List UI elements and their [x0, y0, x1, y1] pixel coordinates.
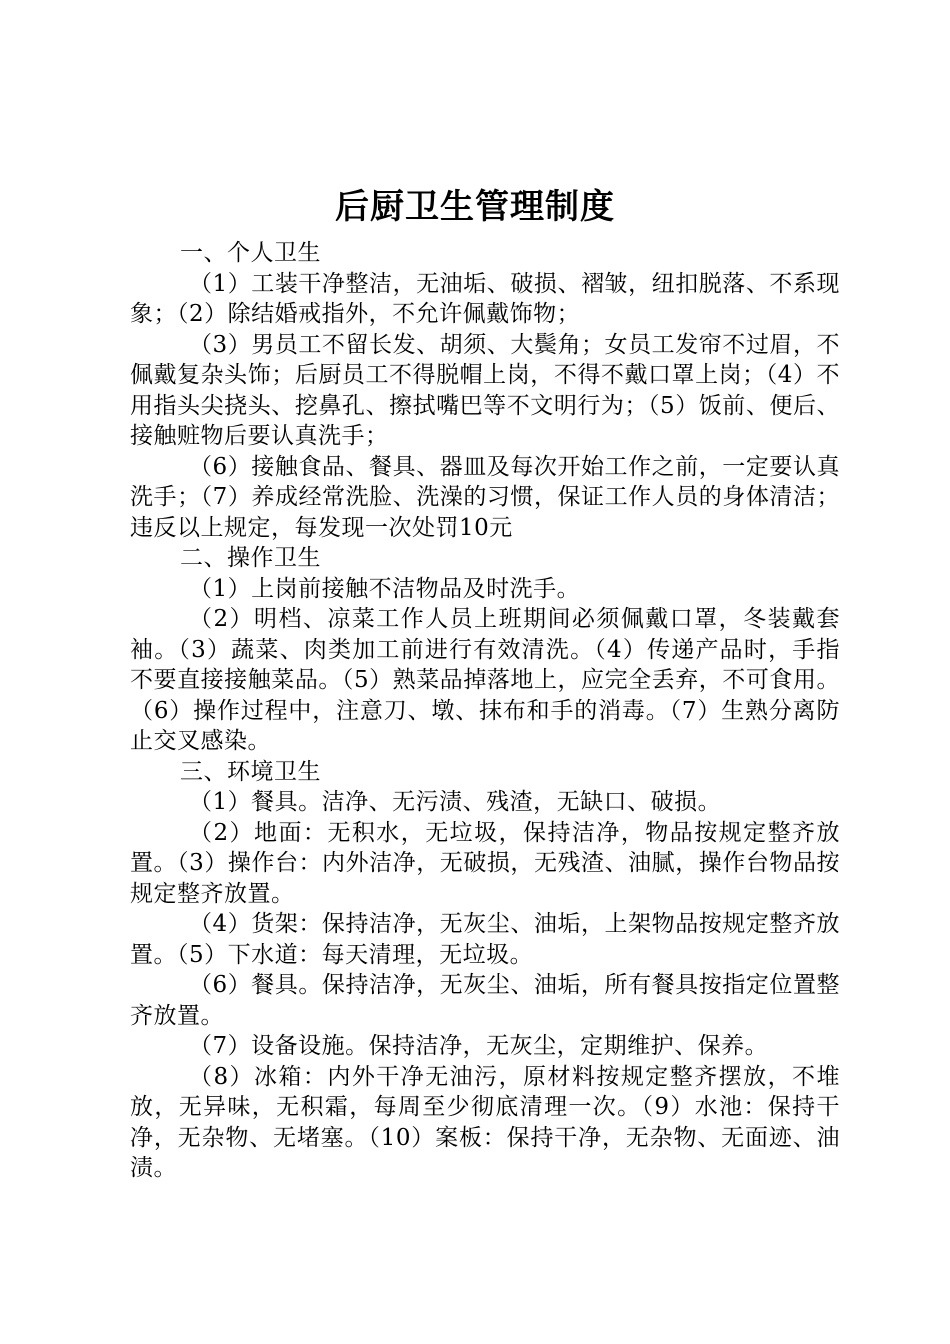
- paragraph: （2）地面：无积水，无垃圾，保持洁净，物品按规定整齐放置。（3）操作台：内外洁净，无破损，无残渣、油腻，操作台物品按规定整齐放置。: [130, 819, 840, 907]
- paragraph: （3）男员工不留长发、胡须、大鬓角；女员工发帘不过眉，不佩戴复杂头饰；后厨员工不得脱帽上岗，不得不戴口罩上岗；（4）不用指头尖挠头、挖鼻孔、擦拭嘴巴等不文明行为；（5）饭前、便后、接触赃物后要认真洗手；: [130, 331, 840, 449]
- paragraph: （1）工装干净整洁，无油垢、破损、褶皱，纽扣脱落、不系现象；（2）除结婚戒指外，不允许佩戴饰物；: [130, 270, 840, 327]
- section-heading-personal-hygiene: 一、个人卫生: [180, 240, 321, 266]
- paragraph: （2）明档、凉菜工作人员上班期间必须佩戴口罩，冬装戴套袖。（3）蔬菜、肉类加工前进行有效清洗。（4）传递产品时，手指不要直接接触菜品。（5）熟菜品掉落地上，应完全丢弃，不可食用。（6）操作过程中，注意刀、墩、抹布和手的消毒。（7）生熟分离防止交叉感染。: [130, 606, 840, 754]
- paragraph: （6）餐具。保持洁净，无灰尘、油垢，所有餐具按指定位置整齐放置。: [130, 972, 840, 1029]
- paragraph: （8）冰箱：内外干净无油污，原材料按规定整齐摆放，不堆放，无异味，无积霜，每周至少彻底清理一次。（9）水池：保持干净，无杂物、无堵塞。（10）案板：保持干净，无杂物、无面迹、油渍。: [130, 1063, 840, 1181]
- paragraph: （7）设备设施。保持洁净，无灰尘，定期维护、保养。: [189, 1033, 769, 1059]
- section-heading-environment-hygiene: 三、环境卫生: [180, 758, 321, 785]
- section-heading-operation-hygiene: 二、操作卫生: [180, 545, 321, 571]
- document-title: 后厨卫生管理制度: [335, 187, 615, 227]
- paragraph: （6）接触食品、餐具、器皿及每次开始工作之前，一定要认真洗手；（7）养成经常洗脸、洗澡的习惯，保证工作人员的身体清洁；违反以上规定，每发现一次处罚10元: [130, 453, 840, 541]
- paragraph: （1）餐具。洁净、无污渍、残渣，无缺口、破损。: [189, 789, 722, 815]
- paragraph: （4）货架：保持洁净，无灰尘、油垢，上架物品按规定整齐放置。（5）下水道：每天清理，无垃圾。: [130, 911, 840, 968]
- document-body: [130, 238, 840, 1184]
- paragraph: （1）上岗前接触不洁物品及时洗手。: [189, 575, 581, 602]
